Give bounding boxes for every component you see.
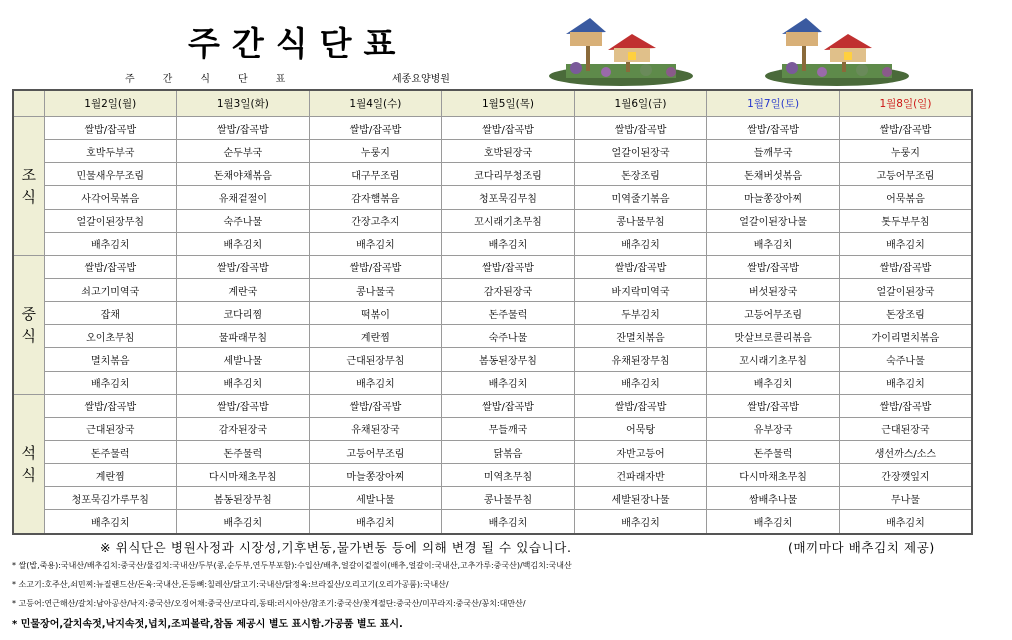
menu-item: 얼갈이된장국: [574, 140, 707, 163]
menu-item: 근대된장무침: [309, 348, 442, 371]
meal-label: 조 식: [13, 117, 44, 256]
menu-item: 돈주물럭: [707, 440, 840, 463]
menu-item: 잡채: [44, 302, 177, 325]
change-notice: ※ 위식단은 병원사정과 시장성,기후변동,물가변동 등에 의해 변경 될 수 있습니다.: [100, 540, 572, 555]
menu-item: 맛살브로콜리볶음: [707, 325, 840, 348]
menu-item: 배추김치: [574, 510, 707, 534]
menu-item: 쌀밥/잡곡밥: [839, 117, 972, 140]
menu-item: 바지락미역국: [574, 278, 707, 301]
house-illustration: [546, 14, 696, 86]
menu-item: 배추김치: [309, 232, 442, 255]
menu-row: [13, 371, 972, 394]
menu-item: 유부장국: [707, 417, 840, 440]
menu-item: 무나물: [839, 487, 972, 510]
menu-item: 얼갈이된장무침: [44, 209, 177, 232]
menu-row: [13, 140, 972, 163]
menu-item: 다시마채초무침: [177, 464, 310, 487]
menu-row: [13, 510, 972, 534]
day-header: 1월2일(월): [44, 90, 177, 117]
menu-row: [13, 255, 972, 278]
menu-item: 무들깨국: [442, 417, 575, 440]
menu-item: 들깨무국: [707, 140, 840, 163]
menu-item: 쌀밥/잡곡밥: [707, 394, 840, 417]
menu-item: 배추김치: [309, 371, 442, 394]
menu-item: 쌀밥/잡곡밥: [44, 394, 177, 417]
day-header: 1월5일(목): [442, 90, 575, 117]
menu-item: 쌈배추나물: [707, 487, 840, 510]
menu-item: 배추김치: [309, 510, 442, 534]
house-illustration: [762, 14, 912, 86]
day-header-row: [13, 90, 972, 117]
menu-item: 쌀밥/잡곡밥: [44, 255, 177, 278]
menu-item: 돈주물럭: [442, 302, 575, 325]
menu-item: 간장깻잎지: [839, 464, 972, 487]
menu-item: 돈장조림: [574, 163, 707, 186]
menu-row: [13, 186, 972, 209]
menu-row: [13, 348, 972, 371]
menu-item: 고등어무조림: [707, 302, 840, 325]
menu-item: 배추김치: [177, 510, 310, 534]
menu-item: 사각어묵볶음: [44, 186, 177, 209]
menu-item: 유채된장무침: [574, 348, 707, 371]
menu-item: 숙주나물: [177, 209, 310, 232]
menu-item: 미역줄기볶음: [574, 186, 707, 209]
menu-item: 배추김치: [707, 371, 840, 394]
menu-item: 돈주물럭: [177, 440, 310, 463]
page-subtitle: 주간식단표: [125, 74, 314, 85]
hospital-name: 세종요양병원: [392, 74, 450, 85]
menu-item: 고등어무조림: [839, 163, 972, 186]
menu-item: 배추김치: [839, 510, 972, 534]
menu-row: [13, 487, 972, 510]
menu-item: 오이초무침: [44, 325, 177, 348]
menu-item: 콩나물무침: [442, 487, 575, 510]
menu-item: 코다리찜: [177, 302, 310, 325]
menu-item: 물파래무침: [177, 325, 310, 348]
menu-item: 쌀밥/잡곡밥: [839, 255, 972, 278]
menu-item: 돈주물럭: [44, 440, 177, 463]
menu-item: 쌀밥/잡곡밥: [309, 117, 442, 140]
menu-item: 떡볶이: [309, 302, 442, 325]
menu-item: 건파래자반: [574, 464, 707, 487]
corner-cell: [13, 90, 44, 117]
menu-item: 쌀밥/잡곡밥: [442, 117, 575, 140]
menu-item: 코다리무청조림: [442, 163, 575, 186]
origin-note: * 고등어:연근해산/갈치:남아공산/낙지:중국산/오징어채:중국산/코다리,동태:러시아산/참조기:중국산/꽃게절단:중국산/미꾸라지:중국산/꽁치:대만산/: [12, 599, 526, 608]
page-title: 주간식단표: [188, 24, 408, 63]
menu-item: 배추김치: [442, 510, 575, 534]
menu-item: 계란국: [177, 278, 310, 301]
menu-item: 고등어무조림: [309, 440, 442, 463]
menu-item: 배추김치: [707, 232, 840, 255]
day-header: 1월3일(화): [177, 90, 310, 117]
origin-note: * 쌀(밥,죽용):국내산/배추김치:중국산/물김치:국내산/두부(콩,순두부,연두부포함):수입산/배추,얼갈이겉절이(배추,얼갈이:국내산,고추가루:중국산)/백김치:국내산: [12, 561, 572, 570]
menu-item: 미역초무침: [442, 464, 575, 487]
menu-item: 생선까스/소스: [839, 440, 972, 463]
menu-item: 쌀밥/잡곡밥: [442, 394, 575, 417]
menu-item: 어묵볶음: [839, 186, 972, 209]
menu-item: 봄동된장무침: [442, 348, 575, 371]
menu-row: [13, 278, 972, 301]
menu-row: [13, 417, 972, 440]
menu-item: 간장고추지: [309, 209, 442, 232]
menu-item: 쌀밥/잡곡밥: [574, 117, 707, 140]
menu-item: 배추김치: [574, 371, 707, 394]
menu-row: [13, 325, 972, 348]
menu-item: 배추김치: [177, 371, 310, 394]
menu-item: 감자햄볶음: [309, 186, 442, 209]
menu-item: 유채겉절이: [177, 186, 310, 209]
menu-item: 쌀밥/잡곡밥: [177, 255, 310, 278]
menu-item: 배추김치: [44, 510, 177, 534]
menu-item: 세발나물: [177, 348, 310, 371]
menu-item: 숙주나물: [839, 348, 972, 371]
menu-item: 배추김치: [839, 371, 972, 394]
menu-row: [13, 440, 972, 463]
menu-item: 잔멸치볶음: [574, 325, 707, 348]
menu-item: 호박된장국: [442, 140, 575, 163]
day-header-saturday: 1월7일(토): [707, 90, 840, 117]
day-header: 1월4일(수): [309, 90, 442, 117]
menu-item: 쌀밥/잡곡밥: [442, 255, 575, 278]
menu-item: 쌀밥/잡곡밥: [707, 255, 840, 278]
menu-item: 유채된장국: [309, 417, 442, 440]
menu-item: 쌀밥/잡곡밥: [574, 394, 707, 417]
menu-item: 다시마채초무침: [707, 464, 840, 487]
menu-item: 톳두부무침: [839, 209, 972, 232]
kimchi-notice: (매끼마다 배추김치 제공): [788, 540, 935, 555]
menu-item: 쌀밥/잡곡밥: [44, 117, 177, 140]
day-header-sunday: 1월8일(일): [839, 90, 972, 117]
menu-item: 버섯된장국: [707, 278, 840, 301]
menu-row: [13, 117, 972, 140]
menu-item: 마늘쫑장아찌: [309, 464, 442, 487]
menu-item: 자반고등어: [574, 440, 707, 463]
menu-item: 청포묵김가루무침: [44, 487, 177, 510]
menu-item: 배추김치: [442, 232, 575, 255]
menu-item: 마늘쫑장아찌: [707, 186, 840, 209]
menu-item: 감자된장국: [442, 278, 575, 301]
menu-item: 배추김치: [44, 232, 177, 255]
menu-item: 돈채야채볶음: [177, 163, 310, 186]
menu-item: 세발된장나물: [574, 487, 707, 510]
meal-label: 중 식: [13, 255, 44, 394]
menu-item: 청포묵김무침: [442, 186, 575, 209]
menu-item: 어묵탕: [574, 417, 707, 440]
menu-item: 계란찜: [309, 325, 442, 348]
menu-item: 쌀밥/잡곡밥: [309, 394, 442, 417]
menu-item: 근대된장국: [839, 417, 972, 440]
menu-item: 배추김치: [44, 371, 177, 394]
menu-item: 대구무조림: [309, 163, 442, 186]
menu-row: [13, 209, 972, 232]
menu-row: [13, 163, 972, 186]
menu-row: [13, 232, 972, 255]
menu-item: 순두부국: [177, 140, 310, 163]
menu-item: 배추김치: [574, 232, 707, 255]
menu-item: 봄동된장무침: [177, 487, 310, 510]
menu-item: 호박두부국: [44, 140, 177, 163]
menu-item: 두부김치: [574, 302, 707, 325]
menu-item: 배추김치: [442, 371, 575, 394]
menu-item: 쌀밥/잡곡밥: [309, 255, 442, 278]
menu-item: 민물새우무조림: [44, 163, 177, 186]
origin-note: * 소고기:호주산,쇠민찌:뉴질랜드산/돈육:국내산,돈등뼈:칠레산/닭고기:국내산/닭정육:브라질산/오리고기(오리가공품):국내산/: [12, 580, 449, 589]
menu-item: 계란찜: [44, 464, 177, 487]
menu-item: 돈장조림: [839, 302, 972, 325]
menu-item: 누룽지: [839, 140, 972, 163]
day-header: 1월6일(금): [574, 90, 707, 117]
meal-label: 석 식: [13, 394, 44, 534]
menu-item: 근대된장국: [44, 417, 177, 440]
menu-item: 얼갈이된장국: [839, 278, 972, 301]
menu-row: [13, 302, 972, 325]
menu-item: 쌀밥/잡곡밥: [574, 255, 707, 278]
menu-item: 꼬시래기초무침: [707, 348, 840, 371]
weekly-menu-table: [12, 89, 973, 535]
menu-item: 꼬시래기초무침: [442, 209, 575, 232]
menu-item: 배추김치: [707, 510, 840, 534]
menu-item: 쌀밥/잡곡밥: [707, 117, 840, 140]
menu-item: 얼갈이된장나물: [707, 209, 840, 232]
menu-item: 멸치볶음: [44, 348, 177, 371]
menu-item: 쇠고기미역국: [44, 278, 177, 301]
menu-item: 돈채버섯볶음: [707, 163, 840, 186]
menu-item: 가이리멸치볶음: [839, 325, 972, 348]
menu-item: 배추김치: [177, 232, 310, 255]
menu-item: 누룽지: [309, 140, 442, 163]
menu-item: 콩나물무침: [574, 209, 707, 232]
menu-row: [13, 464, 972, 487]
special-note: * 민물장어,갈치속젓,낙지속젓,넙치,조피볼락,참돔 제공시 별도 표시함.가공품 별도 표시.: [12, 619, 403, 630]
menu-item: 감자된장국: [177, 417, 310, 440]
menu-item: 숙주나물: [442, 325, 575, 348]
menu-row: [13, 394, 972, 417]
menu-item: 배추김치: [839, 232, 972, 255]
menu-item: 닭볶음: [442, 440, 575, 463]
menu-item: 쌀밥/잡곡밥: [177, 394, 310, 417]
menu-item: 쌀밥/잡곡밥: [177, 117, 310, 140]
menu-item: 쌀밥/잡곡밥: [839, 394, 972, 417]
menu-item: 콩나물국: [309, 278, 442, 301]
menu-item: 세발나물: [309, 487, 442, 510]
